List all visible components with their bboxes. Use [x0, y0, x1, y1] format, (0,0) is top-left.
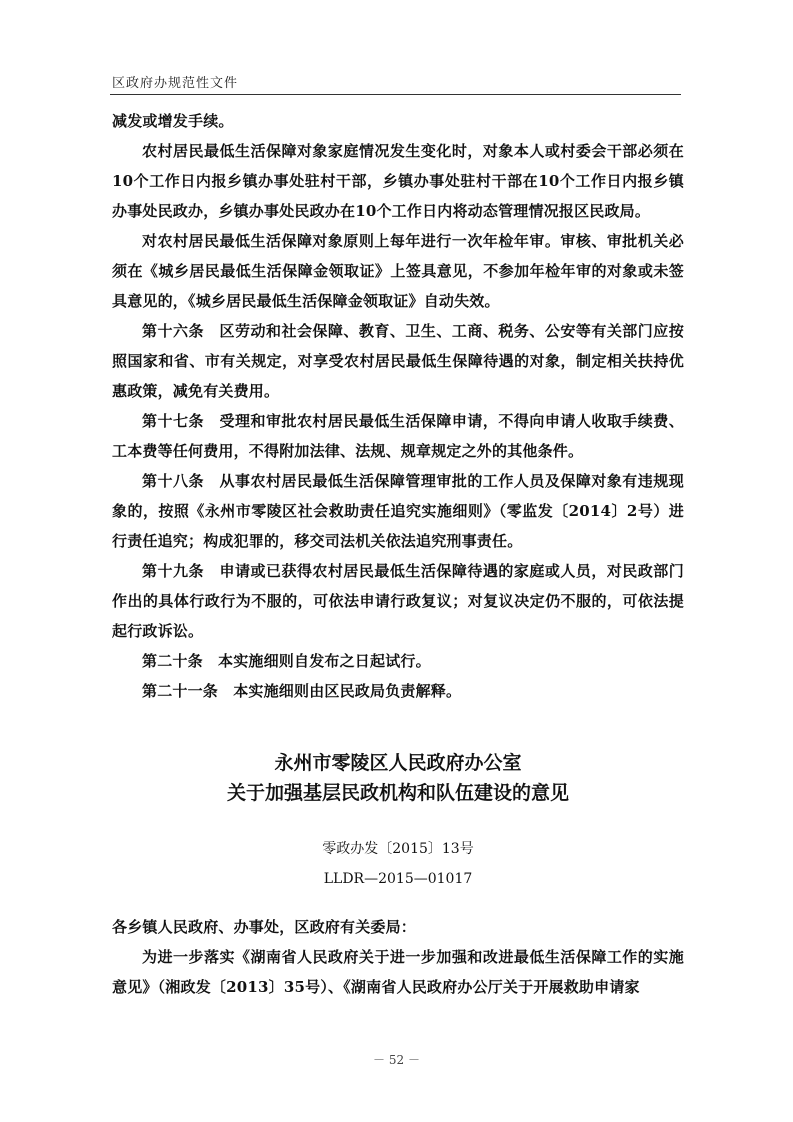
- document-title: [112, 748, 684, 808]
- document-number: 零政办发〔2015〕13号: [322, 841, 474, 857]
- article-16: 第十六条 区劳动和社会保障、教育、卫生、工商、税务、公安等有关部门应按照国家和省、市有关规定，对享受农村居民最低生保障待遇的对象，制定相关扶持优惠政策，减免有关费用。: [112, 322, 684, 400]
- addressee: 各乡镇人民政府、办事处，区政府有关委局：: [112, 918, 417, 936]
- header-divider: [110, 94, 681, 95]
- paragraph: 农村居民最低生活保障对象家庭情况发生变化时，对象本人或村委会干部必须在10个工作日内报乡镇办事处驻村干部，乡镇办事处驻村干部在10个工作日内报乡镇办事处民政办，乡镇办事处民政办在10个工作日内将动态管理情况报区民政局。: [112, 142, 684, 220]
- article-17: 第十七条 受理和审批农村居民最低生活保障申请，不得向申请人收取手续费、工本费等任何费用，不得附加法律、法规、规章规定之外的其他条件。: [112, 412, 684, 460]
- paragraph-continuation: 减发或增发手续。: [112, 112, 234, 130]
- running-header: 区政府办规范性文件: [112, 76, 239, 91]
- title-line-1: 永州市零陵区人民政府办公室: [274, 752, 522, 774]
- article-18: 第十八条 从事农村居民最低生活保障管理审批的工作人员及保障对象有违规现象的，按照《永州市零陵区社会救助责任追究实施细则》（零监发〔2014〕2号）进行责任追究；构成犯罪的，移交司法机关依法追究刑事责任。: [112, 472, 684, 550]
- page-number: － 52 －: [373, 1053, 420, 1067]
- article-21: 第二十一条 本实施细则由区民政局负责解释。: [142, 682, 462, 700]
- registration-code: LLDR—2015—01017: [323, 871, 473, 887]
- title-line-2: 关于加强基层民政机构和队伍建设的意见: [226, 782, 569, 804]
- article-body-bottom: [112, 912, 684, 1002]
- article-body-top: [112, 106, 684, 706]
- article-19: 第十九条 申请或已获得农村居民最低生活保障待遇的家庭或人员，对民政部门作出的具体行政行为不服的，可依法申请行政复议；对复议决定仍不服的，可依法提起行政诉讼。: [112, 562, 684, 640]
- paragraph: 对农村居民最低生活保障对象原则上每年进行一次年检年审。审核、审批机关必须在《城乡居民最低生活保障金领取证》上签具意见，不参加年检年审的对象或未签具意见的，《城乡居民最低生活保障金领取证》自动失效。: [112, 232, 684, 310]
- paragraph: 为进一步落实《湖南省人民政府关于进一步加强和改进最低生活保障工作的实施意见》（湘政发〔2013〕35号）、《湖南省人民政府办公厅关于开展救助申请家: [112, 948, 684, 996]
- document-number-block: [112, 834, 684, 894]
- article-20: 第二十条 本实施细则自发布之日起试行。: [142, 652, 431, 670]
